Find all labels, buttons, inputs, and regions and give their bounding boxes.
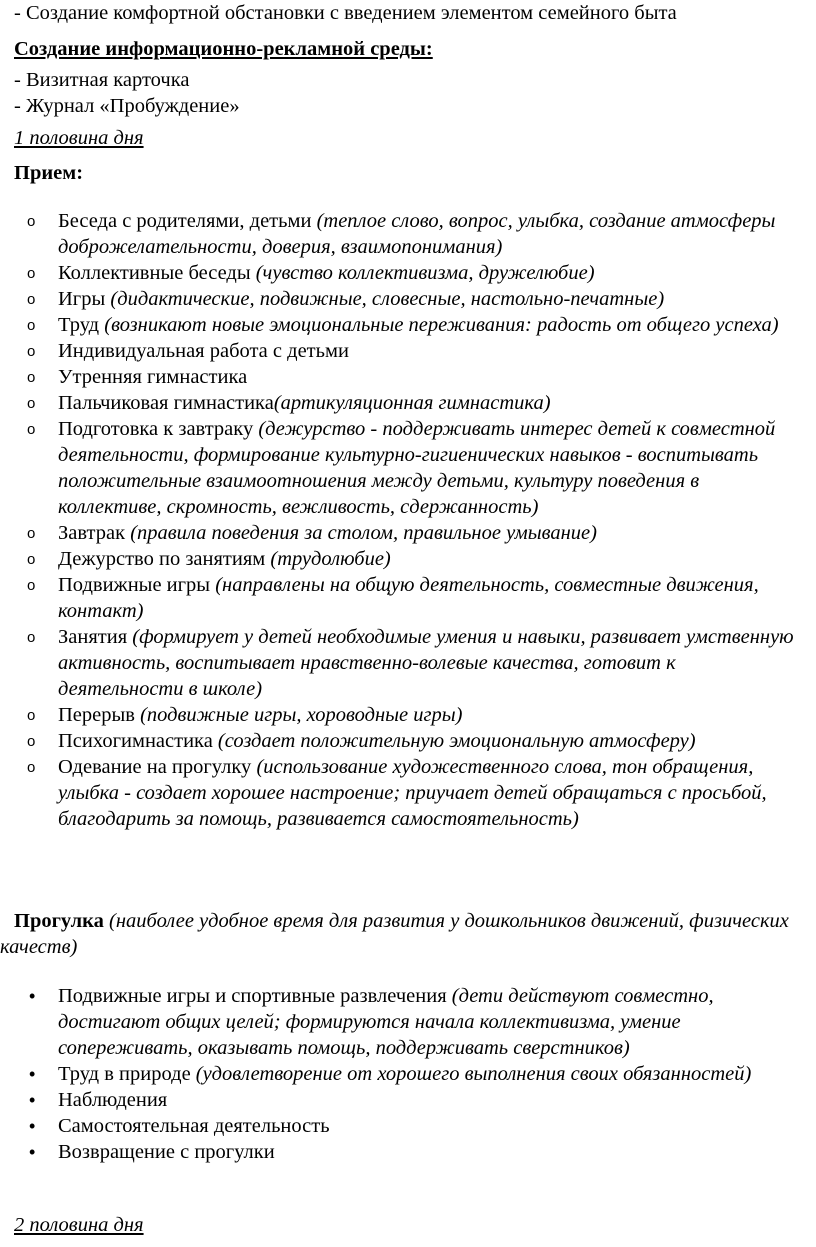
item-text: Подвижные игры и спортивные развлечения: [58, 985, 452, 1007]
item-text: Самостоятельная деятельность: [58, 1115, 330, 1137]
list-item: [0, 1113, 816, 1139]
half-day-heading-2: 2 половина дня: [14, 1214, 144, 1236]
item-note: (правила поведения за столом, правильное умывание): [130, 522, 597, 544]
reception-title: Прием:: [14, 162, 84, 184]
item-note: (создает положительную эмоциональную атмосферу): [217, 730, 696, 752]
item-text: Завтрак: [58, 522, 131, 544]
list-item: [0, 364, 816, 390]
list-item: [0, 728, 816, 754]
item-note: (дети действуют совместно, достигают общих целей; формируются начала коллективизма, умение сопереживать, оказывать помощь, поддерживать сверстников): [58, 985, 714, 1059]
list-item: [0, 390, 816, 416]
item-text: Возвращение с прогулки: [58, 1141, 275, 1163]
item-note: (чувство коллективизма, дружелюбие): [255, 262, 595, 284]
item-note: (использование художественного слова, тон обращения, улыбка - создает хорошее настроение; приучает детей обращаться с просьбой, благодарить за помощь, развивается самостоятельность): [58, 756, 767, 830]
list-item: [0, 312, 816, 338]
item-note: (направлены на общую деятельность, совместные движения, контакт): [58, 574, 759, 622]
item-text: Наблюдения: [58, 1089, 168, 1111]
list-item: [0, 208, 816, 260]
list-item: [0, 1139, 816, 1165]
list-item: [0, 416, 816, 520]
list-item: [0, 702, 816, 728]
list-item: [0, 754, 816, 832]
item-text: Подготовка к завтраку: [58, 418, 259, 440]
intro-line: - Создание комфортной обстановки с введением элементом семейного быта: [14, 2, 677, 24]
walk-paragraph: [0, 908, 796, 960]
item-text: Подвижные игры: [58, 574, 216, 596]
item-text: Пальчиковая гимнастика: [58, 392, 274, 414]
list-item: [0, 572, 816, 624]
walk-list: [0, 983, 816, 1165]
list-item: [0, 624, 816, 702]
half-day-heading-1: 1 половина дня: [14, 127, 144, 149]
list-item: [0, 1087, 816, 1113]
list-item-journal: - Журнал «Пробуждение»: [14, 95, 240, 117]
item-note: (дидактические, подвижные, словесные, настольно-печатные): [110, 288, 665, 310]
list-item: [0, 983, 816, 1061]
item-text: Труд: [58, 314, 105, 336]
list-item: [0, 338, 816, 364]
walk-title: Прогулка: [14, 910, 104, 932]
section-heading: Создание информационно-рекламной среды:: [14, 38, 433, 60]
item-text: Дежурство по занятиям: [58, 548, 271, 570]
item-text: Индивидуальная работа с детьми: [58, 340, 349, 362]
item-text: Одевание на прогулку: [58, 756, 257, 778]
item-note: (удовлетворение от хорошего выполнения своих обязанностей): [195, 1063, 752, 1085]
item-text: Перерыв: [58, 704, 141, 726]
item-text: Утренняя гимнастика: [58, 366, 248, 388]
item-text: Игры: [58, 288, 111, 310]
list-item: [0, 1061, 816, 1087]
list-item: [0, 286, 816, 312]
list-item-card: - Визитная карточка: [14, 69, 190, 91]
item-text: Занятия: [58, 626, 133, 648]
item-text: Беседа с родителями, детьми: [58, 210, 317, 232]
item-note: (трудолюбие): [270, 548, 391, 570]
walk-note: (наиболее удобное время для развития у дошкольников движений, физических качеств): [0, 910, 789, 958]
item-note: (возникают новые эмоциональные переживания: радость от общего успеха): [104, 314, 779, 336]
list-item: [0, 260, 816, 286]
list-item: [0, 520, 816, 546]
item-note: (подвижные игры, хороводные игры): [140, 704, 463, 726]
item-note: (артикуляционная гимнастика): [273, 392, 551, 414]
item-note: (теплое слово, вопрос, улыбка, создание атмосферы доброжелательности, доверия, взаимопонимания): [58, 210, 776, 258]
item-note: (формирует у детей необходимые умения и навыки, развивает умственную активность, воспитывает нравственно-волевые качества, готовит к деятельности в школе): [58, 626, 794, 700]
reception-list: [0, 208, 816, 832]
item-text: Психогимнастика: [58, 730, 218, 752]
list-item: [0, 546, 816, 572]
item-note: (дежурство - поддерживать интерес детей к совместной деятельности, формирование культурно-гигиенических навыков - воспитывать положительные взаимоотношения между детьми, культуру поведения в коллективе, скромность, вежливость, сдержанность): [58, 418, 776, 518]
item-text: Коллективные беседы: [58, 262, 256, 284]
item-text: Труд в природе: [58, 1063, 196, 1085]
